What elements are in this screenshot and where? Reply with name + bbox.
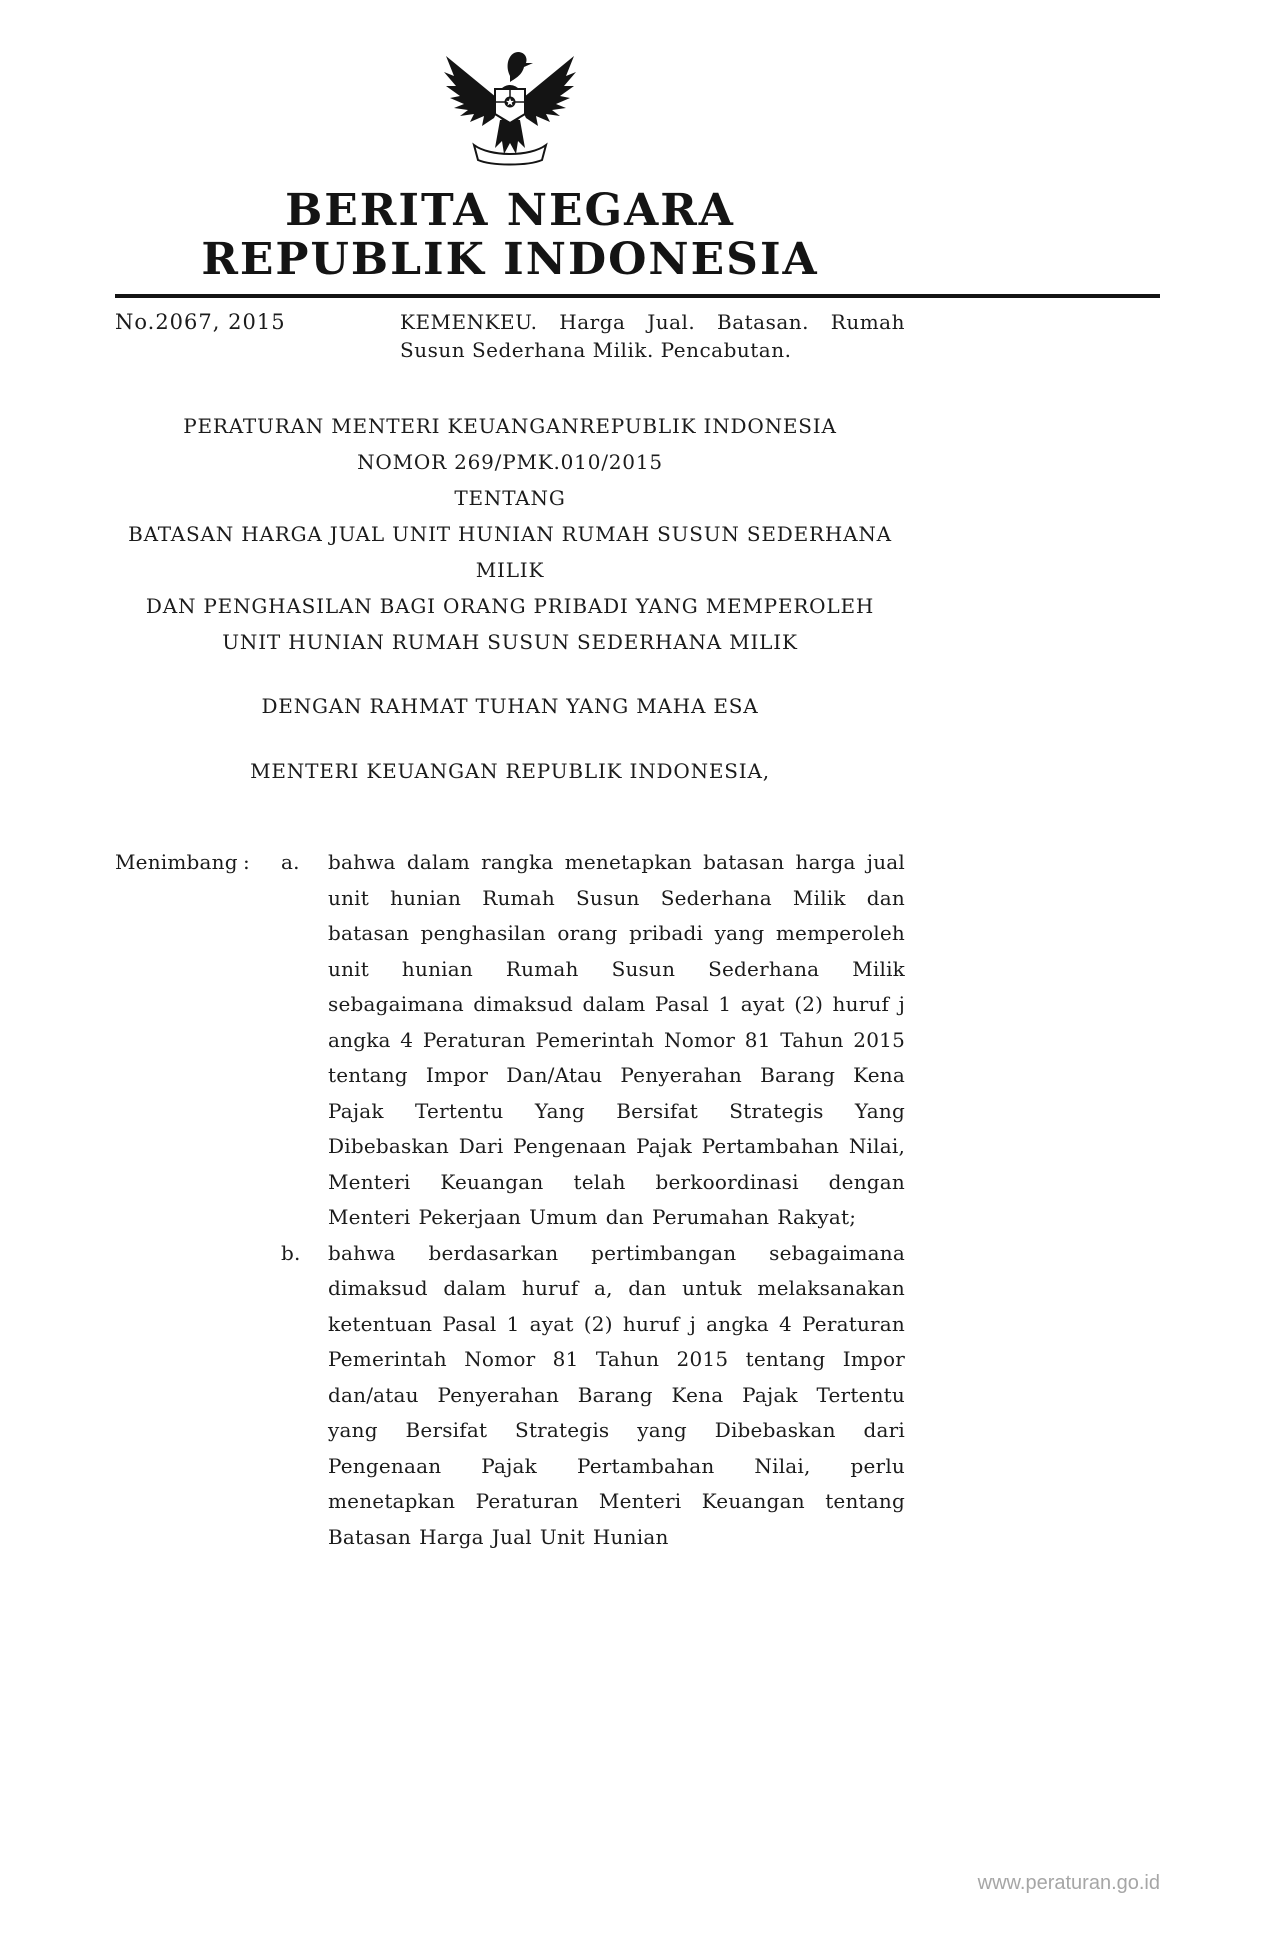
- heading-line-6: UNIT HUNIAN RUMAH SUSUN SEDERHANA MILIK: [222, 630, 798, 654]
- emblem-container: [115, 0, 905, 170]
- authority-line: MENTERI KEUANGAN REPUBLIK INDONESIA,: [250, 759, 770, 783]
- heading-line-1: PERATURAN MENTERI KEUANGANREPUBLIK INDONESIA: [183, 414, 837, 438]
- consideration-item-a: [281, 845, 905, 1236]
- issue-number: No.2067, 2015: [115, 310, 286, 334]
- invocation-line: DENGAN RAHMAT TUHAN YANG MAHA ESA: [261, 694, 759, 718]
- considerations-colon: :: [243, 850, 250, 874]
- consideration-item-b: [281, 1236, 905, 1556]
- item-letter: a.: [281, 850, 300, 874]
- item-text: bahwa berdasarkan pertimbangan sebagaimana dimaksud dalam huruf a, dan untuk melaksanakan ketentuan Pasal 1 ayat (2) huruf j angka 4 Peraturan Pemerintah Nomor 81 Tahun 2015 tentang Impor dan/atau Penyerahan Barang Kena Pajak Tertentu yang Bersifat Strategis yang Dibebaskan dari Pengenaan Pajak Pertambahan Nilai, perlu menetapkan Peraturan Menteri Keuangan tentang Batasan Harga Jual Unit Hunian: [328, 1240, 905, 1549]
- masthead-line2: REPUBLIK INDONESIA: [201, 234, 819, 285]
- masthead-rule: [115, 294, 1160, 298]
- considerations-label: Menimbang: [115, 850, 238, 874]
- masthead-line1: BERITA NEGARA: [285, 185, 735, 236]
- garuda-pancasila-icon: [440, 42, 580, 170]
- item-letter: b.: [281, 1240, 301, 1265]
- footer-url: www.peraturan.go.id: [977, 1872, 1160, 1894]
- heading-line-3: TENTANG: [454, 486, 566, 510]
- item-text: bahwa dalam rangka menetapkan batasan harga jual unit hunian Rumah Susun Sederhana Milik dan batasan penghasilan orang pribadi yang memperoleh unit hunian Rumah Susun Sederhana Milik sebagaimana dimaksud dalam Pasal 1 ayat (2) huruf j angka 4 Peraturan Pemerintah Nomor 81 Tahun 2015 tentang Impor Dan/Atau Penyerahan Barang Kena Pajak Tertentu Yang Bersifat Strategis Yang Dibebaskan Dari Pengenaan Pajak Pertambahan Nilai, Menteri Keuangan telah berkoordinasi dengan Menteri Pekerjaan Umum dan Perumahan Rakyat;: [328, 850, 905, 1229]
- subject-line: KEMENKEU. Harga Jual. Batasan. Rumah Susun Sederhana Milik. Pencabutan.: [400, 310, 905, 362]
- masthead-title: [115, 186, 905, 284]
- heading-line-4: BATASAN HARGA JUAL UNIT HUNIAN RUMAH SUSUN SEDERHANA MILIK: [128, 522, 892, 582]
- gazette-meta-row: [115, 308, 905, 364]
- considerations-section: [115, 845, 905, 1555]
- heading-line-5: DAN PENGHASILAN BAGI ORANG PRIBADI YANG MEMPEROLEH: [145, 594, 875, 618]
- regulation-heading: [115, 408, 905, 660]
- heading-line-2: NOMOR 269/PMK.010/2015: [357, 450, 663, 474]
